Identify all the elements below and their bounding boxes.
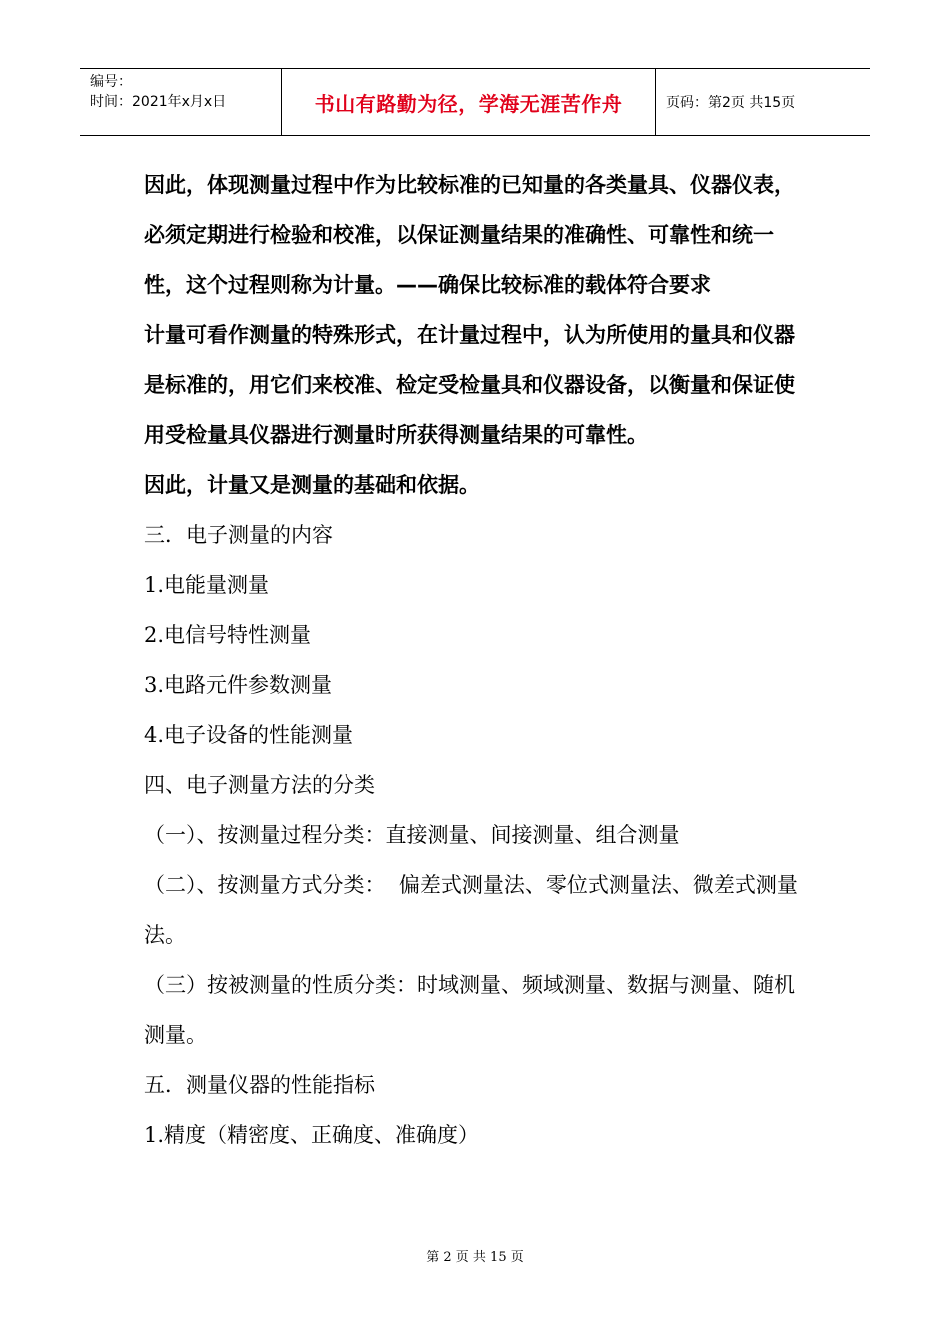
paragraph-basis: 因此，计量又是测量的基础和依据。 bbox=[144, 473, 480, 497]
section-heading-4: 四、电子测量方法的分类 bbox=[144, 773, 375, 797]
number-label: 编号： bbox=[90, 74, 132, 90]
header-meta bbox=[80, 69, 282, 135]
paragraph-metrology: 计量可看作测量的特殊形式，在计量过程中，认为所使用的量具和仪器是标准的，用它们来校准、检定受检量具和仪器设备，以衡量和保证使用受检量具仪器进行测量时所获得测量结果的可靠性。 bbox=[144, 323, 795, 447]
classification-item: （二）、按测量方式分类： 偏差式测量法、零位式测量法、微差式测量法。 bbox=[144, 873, 798, 947]
document-body bbox=[144, 160, 814, 1160]
section-heading-3: 三．电子测量的内容 bbox=[144, 523, 333, 547]
list-item: 2.电信号特性测量 bbox=[144, 623, 312, 647]
section-heading-5: 五．测量仪器的性能指标 bbox=[144, 1073, 375, 1097]
document-header bbox=[80, 68, 870, 136]
list-item: 1.电能量测量 bbox=[144, 573, 270, 597]
header-motto: 书山有路勤为径，学海无涯苦作舟 bbox=[282, 69, 656, 135]
classification-item: （三）按被测量的性质分类：时域测量、频域测量、数据与测量、随机测量。 bbox=[144, 973, 795, 1047]
classification-item: （一）、按测量过程分类：直接测量、间接测量、组合测量 bbox=[144, 823, 680, 847]
page-footer: 第 2 页 共 15 页 bbox=[426, 1250, 524, 1265]
time-label: 时间：2021年x月x日 bbox=[90, 94, 227, 110]
list-item: 4.电子设备的性能测量 bbox=[144, 723, 354, 747]
list-item: 3.电路元件参数测量 bbox=[144, 673, 333, 697]
header-page-info: 页码：第2页 共15页 bbox=[666, 95, 796, 111]
list-item: 1.精度（精密度、正确度、准确度） bbox=[144, 1123, 480, 1147]
paragraph-calibration: 因此，体现测量过程中作为比较标准的已知量的各类量具、仪器仪表，必须定期进行检验和校准，以保证测量结果的准确性、可靠性和统一性，这个过程则称为计量。——确保比较标准的载体符合要求 bbox=[144, 173, 795, 297]
